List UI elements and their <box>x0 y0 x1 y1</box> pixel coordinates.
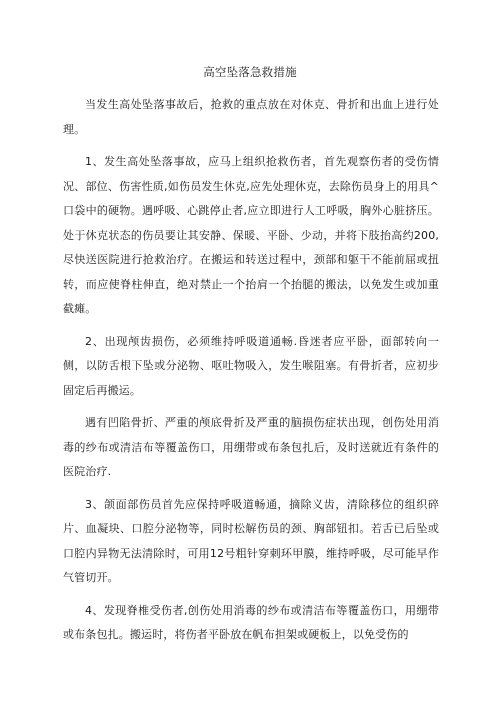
paragraph-step-3: 3、颌面部伤员首先应保持呼吸道畅通，摘除义齿，清除移位的组织碎片、血凝块、口腔分泌物等，同时松解伤员的颈、胸部钮扣。若舌已后坠或口腔内异物无法清除时，可用12号粗针穿刺环甲膜，维持呼吸，尽可能早作气管切开。 <box>63 497 439 584</box>
paragraph-intro: 当发生高处坠落事故后，抢救的重点放在对休克、骨折和出血上进行处理。 <box>63 98 439 136</box>
paragraph-step-2-note: 遇有凹陷骨折、严重的颅底骨折及严重的脑损伤症状出现，创伤处用消毒的纱布或清洁布等覆盖伤口，用绷带或布条包扎后，及时送就近有条件的医院治疗. <box>63 416 439 478</box>
document-title: 高空坠落急救措施 <box>203 65 297 79</box>
paragraph-step-4: 4、发现脊椎受伤者,创伤处用消毒的纱布或清洁布等覆盖伤口，用绷带或布条包扎。搬运时，将伤者平卧放在帆布担架或硬板上，以免受伤的 <box>63 603 439 641</box>
document-body <box>63 93 439 648</box>
paragraph-step-2: 2、出现颅齿损伤，必须维持呼吸道通畅.昏迷者应平卧，面部转向一侧，以防舌根下坠或分泌物、呕吐物吸入，发生喉阻塞。有骨折者，应初步固定后再搬运。 <box>63 334 439 397</box>
paragraph-step-1: 1、发生高处坠落事故，应马上组织抢救伤者，首先观察伤者的受伤情况、部位、伤害性质,如伤员发生休克,应先处理休克，去除伤员身上的用具^口袋中的硬物。遇呼吸、心跳停止者,应立即进行人工呼吸，胸外心脏挤压。处于休克状态的伤员要让其安静、保暖、平卧、少动，并将下肢抬高约200,尽快送医院进行抢救治疗。在搬运和转送过程中，颈部和躯干不能前屈或扭转，而应使脊柱伸直，绝对禁止一个抬肩一个抬腿的搬法，以免发生或加重截瘫。 <box>63 155 439 315</box>
